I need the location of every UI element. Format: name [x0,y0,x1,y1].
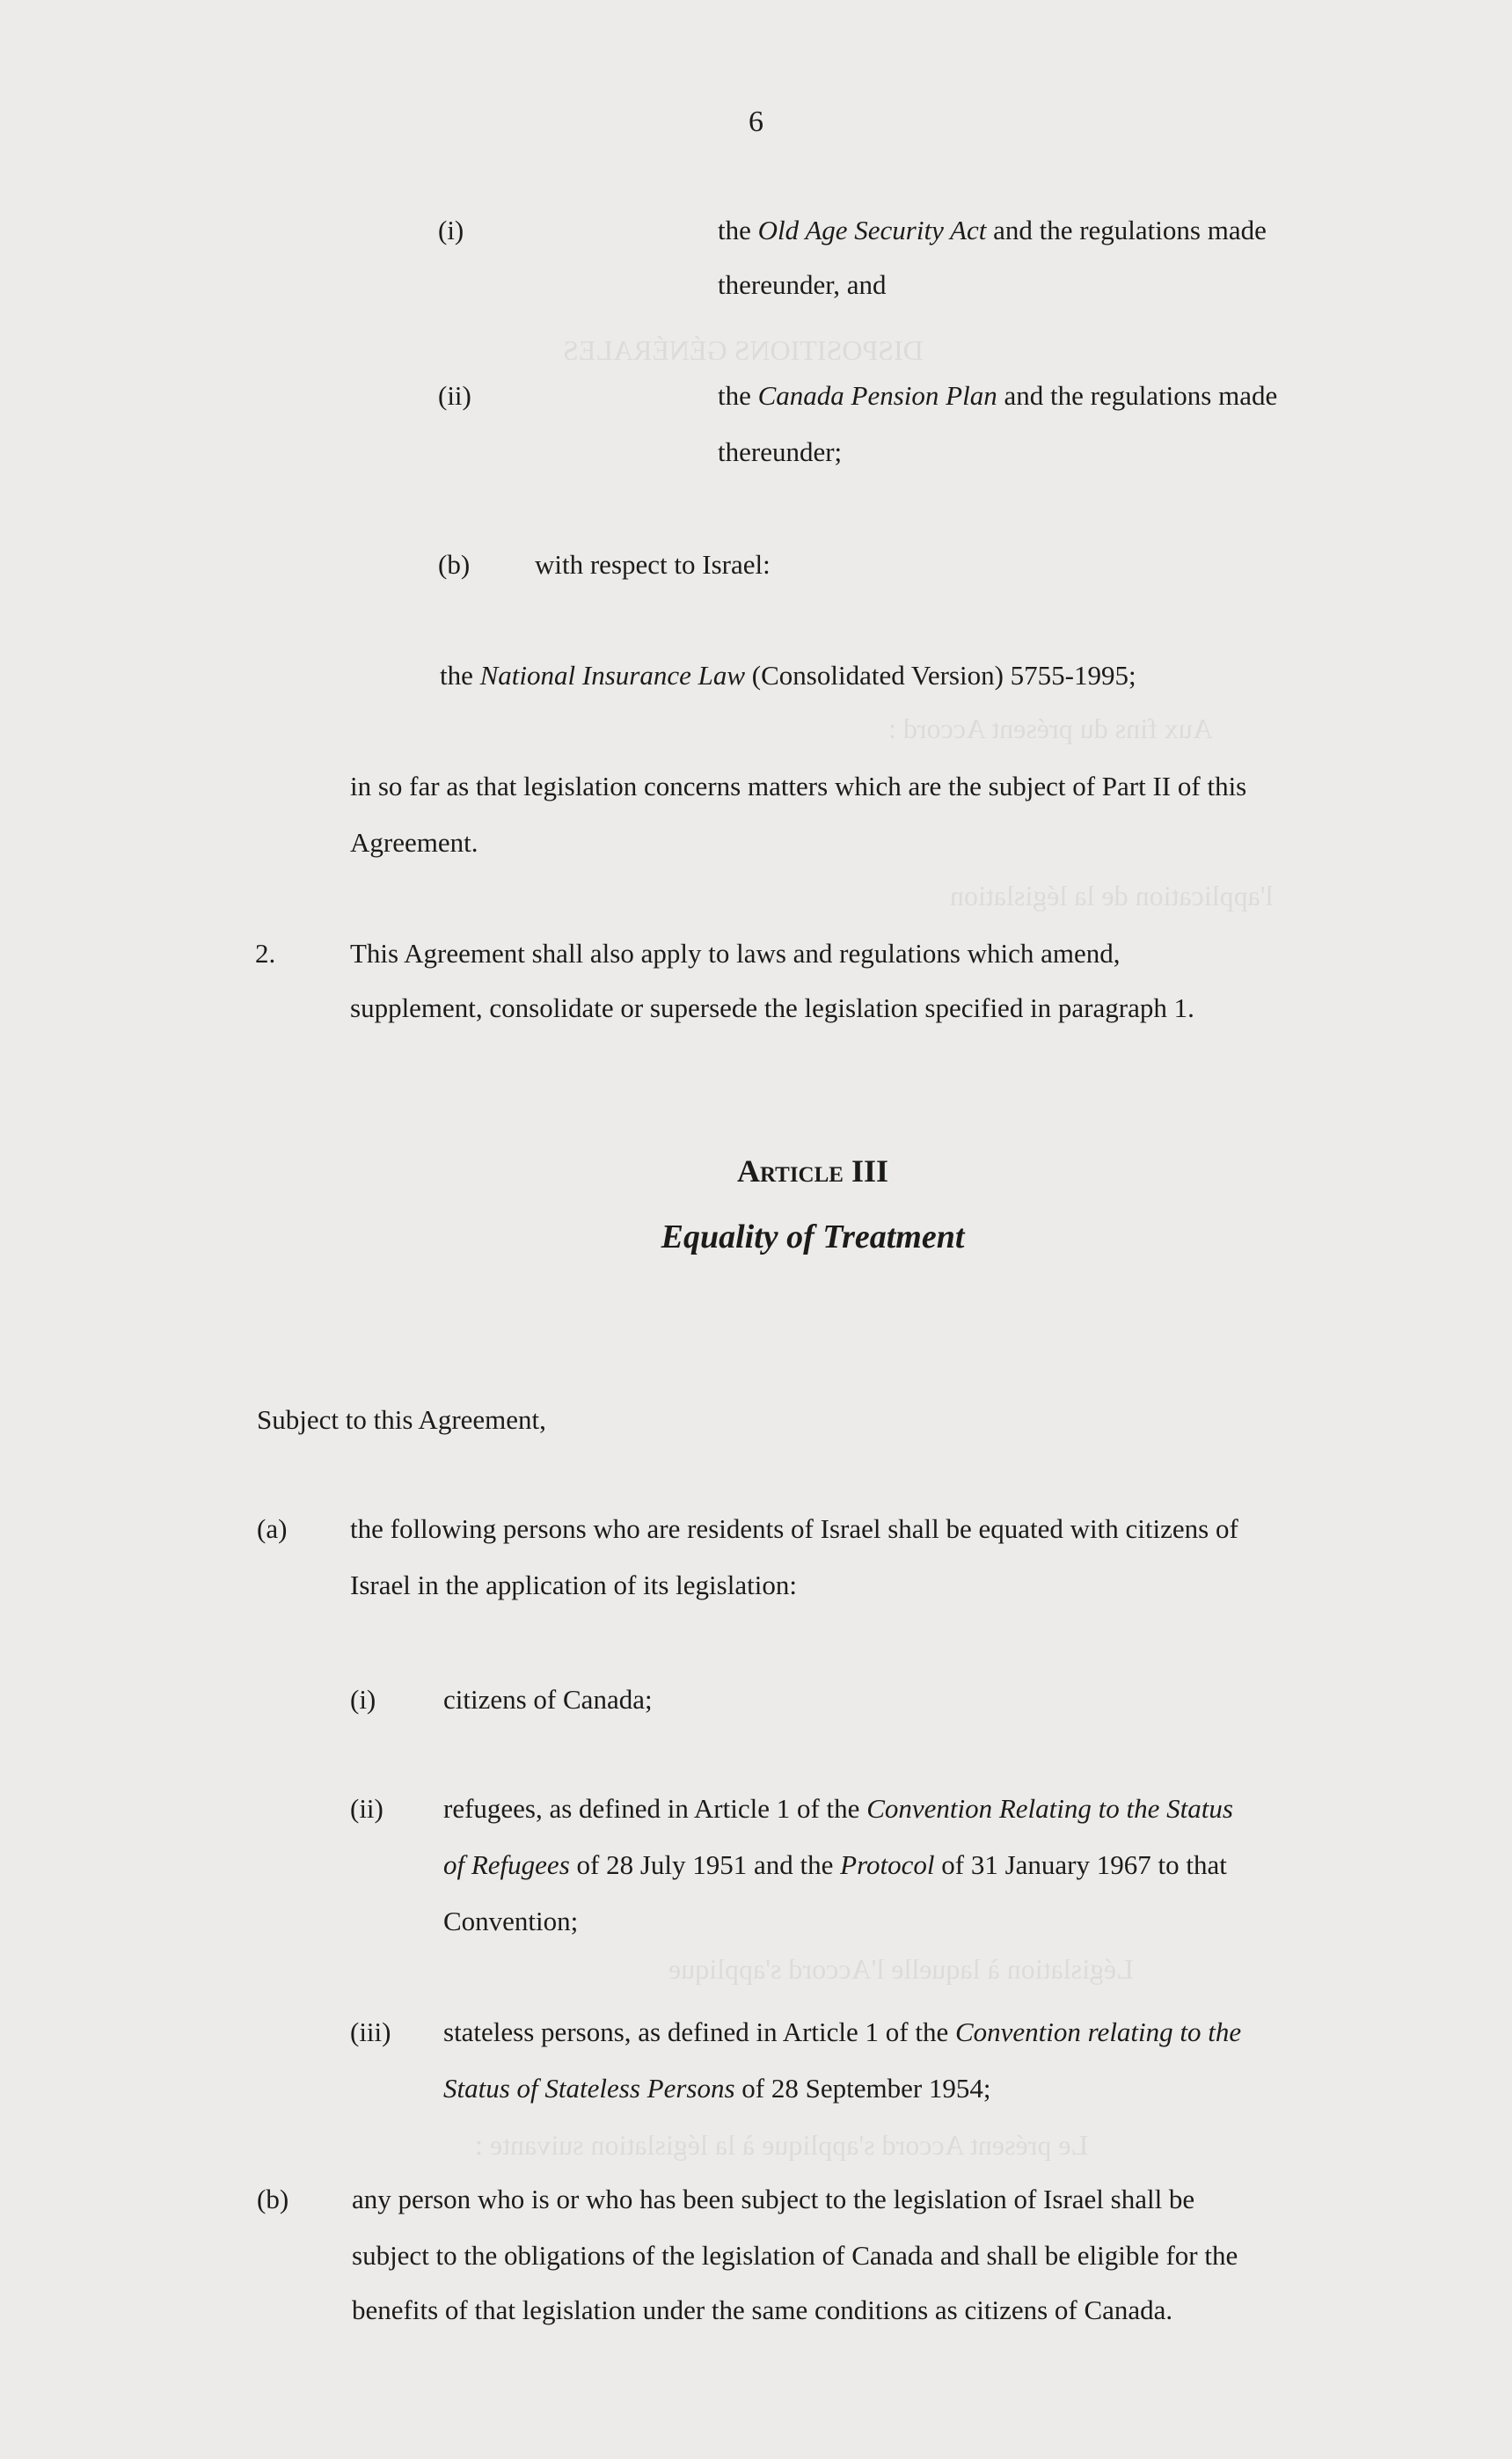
article-title: Article III [736,1153,888,1189]
item-text-cont: Israel in the application of its legislation: [350,1570,797,1600]
item-label: (a) [257,1513,288,1544]
bleed-through-text: Le présent Accord s'applique à la législation suivante : [475,2129,1089,2161]
page-number: 6 [749,106,763,138]
bleed-through-text: l'application de la législation [950,880,1274,911]
paragraph-text: This Agreement shall also apply to laws and regulations which amend, [350,938,1121,969]
subitem-text-cont: of Refugees of 28 July 1951 and the Protocol of 31 January 1967 to that [443,1849,1227,1880]
item-text: with respect to Israel: [535,549,771,580]
subitem-text: stateless persons, as defined in Article 1 of the Convention relating to the [443,2016,1242,2047]
paragraph-number: 2. [255,938,276,969]
article-intro: Subject to this Agreement, [257,1404,546,1435]
scope-paragraph: in so far as that legislation concerns matters which are the subject of Part II of this [350,771,1247,801]
subitem-text: citizens of Canada; [443,1684,653,1715]
item-text: any person who is or who has been subject to the legislation of Israel shall be [352,2184,1195,2214]
bleed-through-text: DISPOSITIONS GÉNÉRALES [563,334,924,366]
item-text: the Old Age Security Act and the regulations made [718,215,1267,245]
subitem-label: (ii) [350,1793,383,1824]
item-label: (b) [438,549,471,580]
scope-paragraph-cont: Agreement. [350,827,478,858]
subitem-text-cont: Status of Stateless Persons of 28 September 1954; [443,2073,991,2104]
subitem-text: refugees, as defined in Article 1 of the Convention Relating to the Status [443,1793,1233,1824]
bleed-through-text: Législation à laquelle l'Accord s'applique [668,1953,1134,1985]
bleed-through-text: Aux fins du présent Accord : [888,713,1213,744]
item-text: the Canada Pension Plan and the regulations made [718,380,1278,411]
item-text: the following persons who are residents of Israel shall be equated with citizens of [350,1513,1238,1544]
item-label: (b) [257,2184,289,2214]
legislation-israel: the National Insurance Law (Consolidated Version) 5755-1995; [440,660,1136,691]
item-label: (i) [438,215,464,245]
subitem-label: (i) [350,1684,376,1715]
subitem-label: (iii) [350,2016,391,2047]
subitem-text-cont: Convention; [443,1906,579,1936]
paragraph-text-cont: supplement, consolidate or supersede the legislation specified in paragraph 1. [350,992,1194,1023]
item-text-cont: thereunder; [718,436,843,467]
item-label: (ii) [438,380,471,411]
article-subtitle: Equality of Treatment [661,1219,965,1255]
item-text-cont: thereunder, and [718,269,887,300]
item-text-cont: benefits of that legislation under the same conditions as citizens of Canada. [352,2294,1173,2325]
item-text-cont: subject to the obligations of the legislation of Canada and shall be eligible for the [352,2240,1238,2271]
